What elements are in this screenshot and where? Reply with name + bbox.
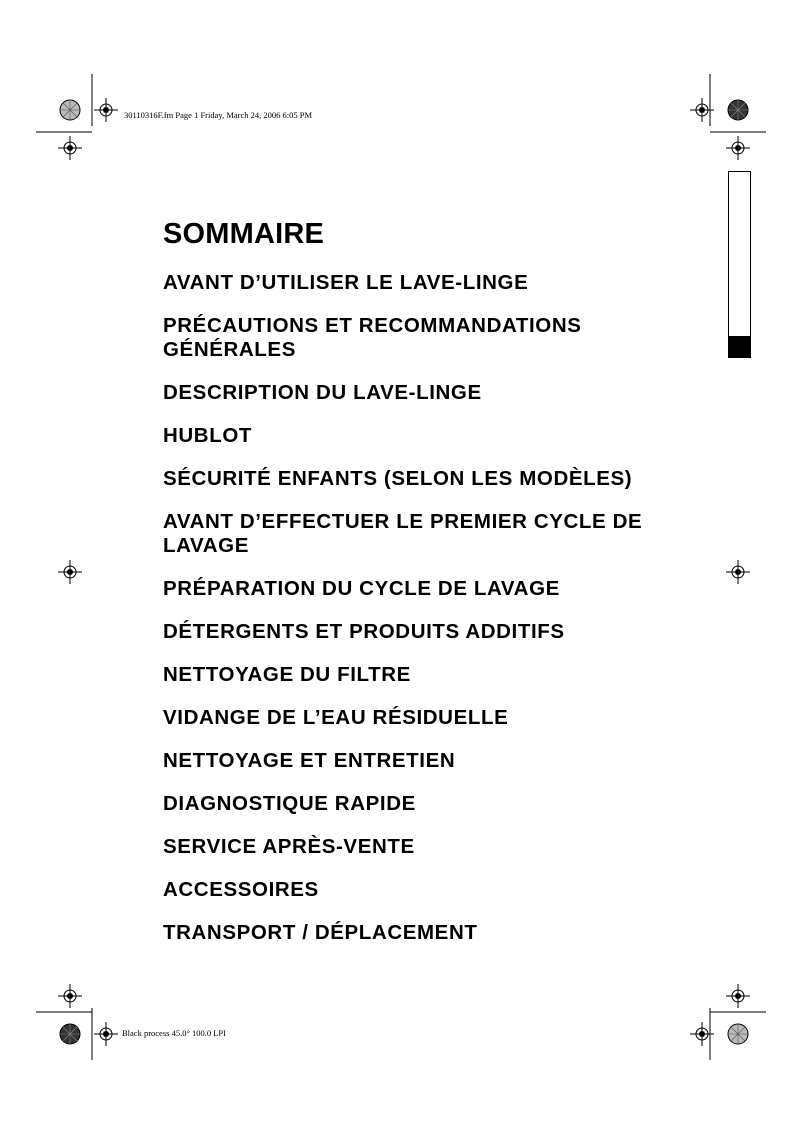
registration-target-icon (58, 560, 82, 584)
registration-target-icon (94, 98, 118, 122)
print-disc-icon (60, 1024, 80, 1044)
toc-item: AVANT D’UTILISER LE LAVE-LINGE (163, 271, 529, 294)
toc-item: SERVICE APRÈS-VENTE (163, 835, 415, 858)
toc-item: NETTOYAGE ET ENTRETIEN (163, 749, 456, 772)
toc-item: DESCRIPTION DU LAVE-LINGE (163, 381, 482, 404)
toc-title: SOMMAIRE (163, 218, 325, 250)
registration-target-icon (726, 136, 750, 160)
section-thumb-tab-fill (729, 336, 750, 357)
registration-target-icon (94, 1022, 118, 1046)
registration-target-icon (726, 560, 750, 584)
registration-target-icon (690, 1022, 714, 1046)
toc-item: DÉTERGENTS ET PRODUITS ADDITIFS (163, 620, 565, 643)
toc-item: PRÉPARATION DU CYCLE DE LAVAGE (163, 577, 560, 600)
toc-item: ACCESSOIRES (163, 878, 319, 901)
print-disc-icon (728, 100, 748, 120)
toc-item: SÉCURITÉ ENFANTS (SELON LES MODÈLES) (163, 467, 633, 490)
print-slug-header: 30110316F.fm Page 1 Friday, March 24, 2006 6:05 PM (124, 110, 313, 120)
toc-list (163, 271, 723, 945)
registration-target-icon (690, 98, 714, 122)
registration-target-icon (58, 984, 82, 1008)
print-disc-icon (60, 100, 80, 120)
section-thumb-tab (728, 171, 751, 358)
toc-item: TRANSPORT / DÉPLACEMENT (163, 921, 478, 944)
toc-item: AVANT D’EFFECTUER LE PREMIER CYCLE DE LAVAGE (163, 510, 643, 557)
print-disc-icon (728, 1024, 748, 1044)
toc-item: PRÉCAUTIONS ET RECOMMANDATIONS GÉNÉRALES (163, 314, 582, 361)
toc-item: DIAGNOSTIQUE RAPIDE (163, 792, 416, 815)
registration-target-icon (58, 136, 82, 160)
toc-item: VIDANGE DE L’EAU RÉSIDUELLE (163, 706, 509, 729)
table-of-contents (163, 218, 723, 964)
toc-item: NETTOYAGE DU FILTRE (163, 663, 411, 686)
toc-item: HUBLOT (163, 424, 253, 447)
print-slug-footer: Black process 45.0° 100.0 LPI (122, 1028, 226, 1038)
registration-target-icon (726, 984, 750, 1008)
